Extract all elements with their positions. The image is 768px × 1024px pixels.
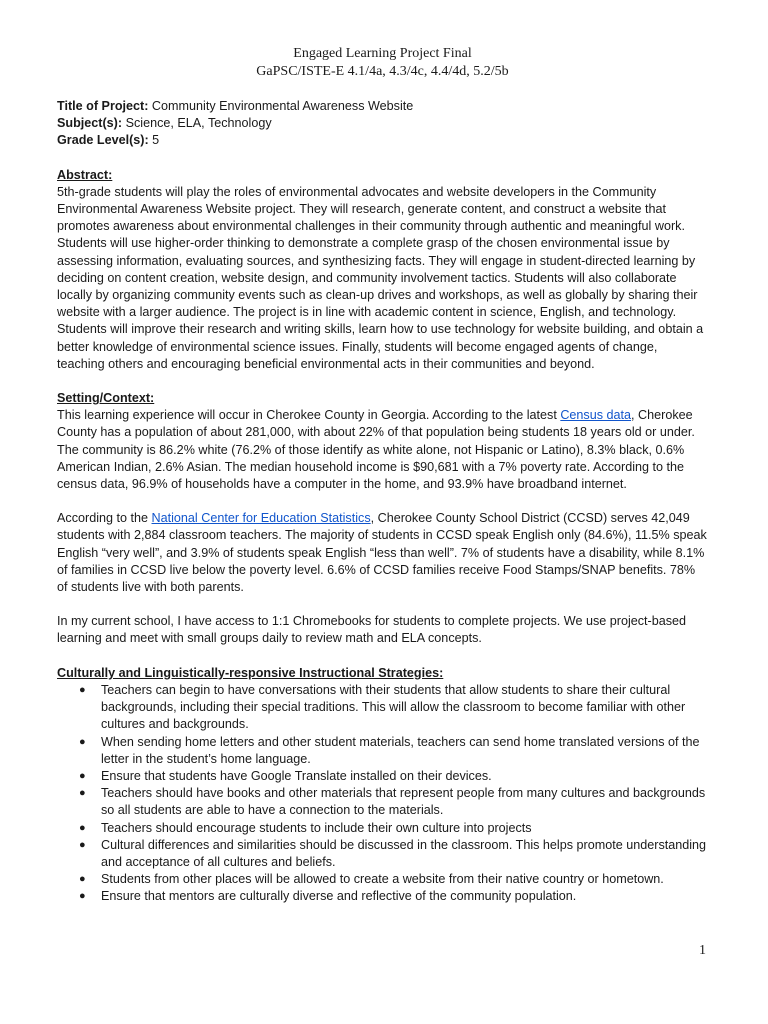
bullet-icon: ● xyxy=(79,873,86,886)
list-item-text: Students from other places will be allowed to create a website from their native country or hometown. xyxy=(101,872,664,887)
setting-p2-text-before: According to the xyxy=(57,511,152,526)
setting-paragraph-1 xyxy=(57,407,708,493)
bullet-icon: ● xyxy=(79,787,86,800)
list-item xyxy=(79,682,708,734)
project-title-value: Community Environmental Awareness Website xyxy=(148,99,414,113)
subjects-value: Science, ELA, Technology xyxy=(122,116,272,131)
list-item xyxy=(79,768,708,785)
abstract-heading: Abstract: xyxy=(57,167,113,182)
setting-p1-text-before: This learning experience will occur in Cherokee County in Georgia. According to the latest xyxy=(57,408,561,423)
list-item-text: Ensure that mentors are culturally diverse and reflective of the community population. xyxy=(101,889,577,904)
bullet-icon: ● xyxy=(79,683,86,696)
project-title-line xyxy=(57,98,708,115)
list-item xyxy=(79,734,708,768)
project-meta xyxy=(57,98,708,150)
abstract-text: 5th-grade students will play the roles of environmental advocates and website developers in the Community Environmental Awareness Website project. They will research, generate content, and construct a website that promotes awareness about environmental challenges in their community through authentic and meaningful work. Students will use higher-order thinking to demonstrate a complete grasp of the chosen environmental issue by assessing information, evaluating sources, and synthesizing facts. They will engage in student-directed learning by deciding on content creation, website design, and community involvement tactics. Students will also collaborate locally by organizing community events such as clean-up drives and workshops, as well as globally by sharing their website with a larger audience. The project is in line with academic content in science, English, and technology. Students will improve their research and writing skills, learn how to use technology for website building, and obtain a better knowledge of environmental science issues. Finally, students will become engaged agents of change, teaching others and encouraging beneficial environmental acts in their communities and beyond. xyxy=(57,184,704,371)
grade-label: Grade Level(s): xyxy=(57,133,149,148)
list-item xyxy=(79,785,708,819)
grade-value: 5 xyxy=(148,133,160,148)
strategies-list xyxy=(57,682,708,906)
bullet-icon: ● xyxy=(79,821,86,834)
list-item xyxy=(79,871,708,888)
list-item-text: Teachers should have books and other materials that represent people from many cultures and backgrounds so all students are able to have a connection to the materials. xyxy=(101,786,706,818)
subjects-line xyxy=(57,115,708,132)
list-item xyxy=(79,888,708,905)
list-item-text: Ensure that students have Google Translate installed on their devices. xyxy=(101,768,492,783)
list-item-text: Teachers can begin to have conversations with their students that allow students to share their cultural backgrounds, including their special traditions. This will allow the classroom to become familiar with other cultures and backgrounds. xyxy=(101,682,686,732)
bullet-icon: ● xyxy=(79,735,86,748)
list-item-text: Teachers should encourage students to include their own culture into projects xyxy=(101,820,532,835)
nces-link[interactable]: National Center for Education Statistics xyxy=(151,511,371,526)
census-data-link[interactable]: Census data xyxy=(560,408,632,423)
document-title: Engaged Learning Project Final xyxy=(293,46,472,61)
list-item xyxy=(79,820,708,837)
bullet-icon: ● xyxy=(79,838,86,851)
setting-paragraph-3: In my current school, I have access to 1:1 Chromebooks for students to complete projects. We use project-based learning and meet with small groups daily to review math and ELA concepts. xyxy=(57,614,687,646)
setting-heading: Setting/Context: xyxy=(57,391,155,406)
setting-paragraph-2 xyxy=(57,510,708,596)
bullet-icon: ● xyxy=(79,890,86,903)
standards-line: GaPSC/ISTE-E 4.1/4a, 4.3/4c, 4.4/4d, 5.2/5b xyxy=(256,64,509,79)
list-item-text: Cultural differences and similarities should be discussed in the classroom. This helps promote understanding and acceptance of all cultures and beliefs. xyxy=(101,837,707,869)
list-item xyxy=(79,837,708,871)
strategies-heading: Culturally and Linguistically-responsive Instructional Strategies: xyxy=(57,665,444,680)
setting-p2-text-after: , Cherokee County School District (CCSD) serves 42,049 students with 2,884 classroom teachers. The majority of students in CCSD speak English only (84.6%), 11.5% speak English “very well”, and 3.9% of students speak English “less than well”. 7% of students have a disability, while 8.1% of families in CCSD live below the poverty level. 6.6% of CCSD families receive Food Stamps/SNAP benefits. 78% of students live with both parents. xyxy=(57,511,707,595)
project-title-label: Title of Project: xyxy=(57,99,149,113)
list-item-text: When sending home letters and other student materials, teachers can send home translated versions of the letter in the student’s home language. xyxy=(101,734,700,766)
subjects-label: Subject(s): xyxy=(57,116,123,131)
page-number: 1 xyxy=(699,943,706,958)
bullet-icon: ● xyxy=(79,769,86,782)
grade-line xyxy=(57,132,708,149)
setting-p1-text-after: , Cherokee County has a population of about 281,000, with about 22% of that population being students 18 years old or under. The community is 86.2% white (76.2% of those identify as white alone, not Hispanic or Latino), 8.3% black, 0.6% American Indian, 2.6% Asian. The median household income is $90,681 with a 7% poverty rate. According to the census data, 96.9% of households have a computer in the home, and 93.9% have broadband internet. xyxy=(57,408,695,492)
